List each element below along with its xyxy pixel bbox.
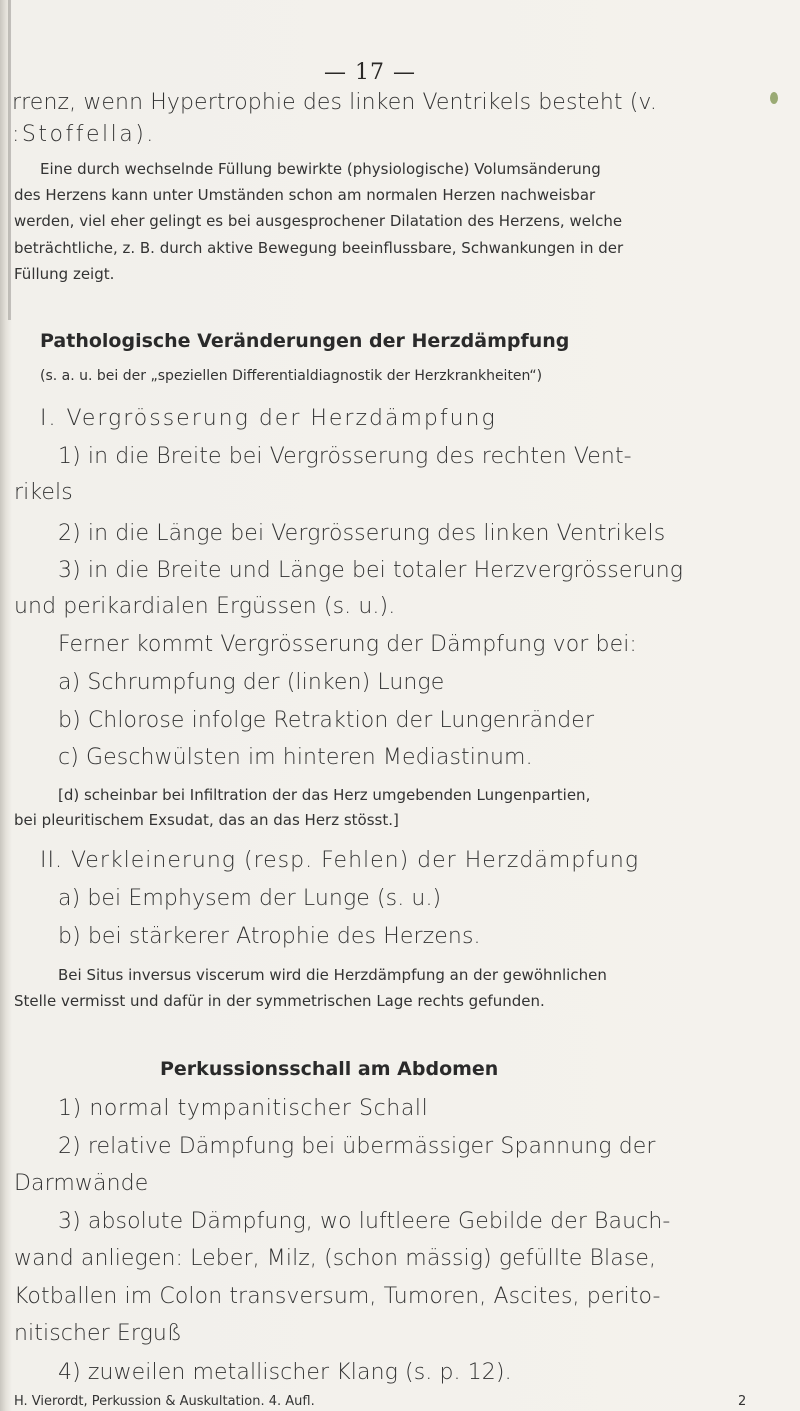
text-line: II. Verkleinerung (resp. Fehlen) der Herzdämpfung: [40, 848, 640, 873]
section-heading: Pathologische Veränderungen der Herzdämpfung: [40, 330, 570, 352]
text-line: bei pleuritischem Exsudat, das an das Herz stösst.]: [14, 811, 399, 829]
text-line: und perikardialen Ergüssen (s. u.).: [14, 594, 396, 619]
text-line: Eine durch wechselnde Füllung bewirkte (physiologische) Volumsänderung: [40, 160, 601, 178]
text-line: 1) normal tympanitischer Schall: [58, 1096, 429, 1121]
page-number: — 17 —: [324, 60, 416, 85]
text-line: beträchtliche, z. B. durch aktive Bewegung beeinflussbare, Schwankungen in der: [14, 239, 624, 257]
text-line: werden, viel eher gelingt es bei ausgesprochener Dilatation des Herzens, welche: [14, 212, 623, 230]
text-line: Kotballen im Colon transversum, Tumoren, Ascites, perito-: [14, 1284, 661, 1309]
ink-spot: [770, 92, 778, 104]
signature-mark: 2: [738, 1394, 747, 1409]
text-line: c) Geschwülsten im hinteren Mediastinum.: [58, 745, 533, 770]
text-line: 3) absolute Dämpfung, wo luftleere Gebilde der Bauch-: [58, 1209, 671, 1234]
text-line: Ferner kommt Vergrösserung der Dämpfung vor bei:: [58, 632, 637, 657]
text-line: Darmwände: [14, 1171, 149, 1196]
text-line: rikels: [14, 480, 73, 505]
text-line: b) bei stärkerer Atrophie des Herzens.: [58, 924, 481, 949]
text-line: 4) zuweilen metallischer Klang (s. p. 12).: [58, 1360, 512, 1385]
text-line: 1) in die Breite bei Vergrösserung des rechten Vent-: [58, 444, 632, 469]
text-line: Bei Situs inversus viscerum wird die Herzdämpfung an der gewöhnlichen: [58, 966, 607, 984]
text-line: a) Schrumpfung der (linken) Lunge: [58, 670, 445, 695]
text-line: 2) relative Dämpfung bei übermässiger Spannung der: [58, 1134, 656, 1159]
text-line: :Stoffella).: [12, 122, 156, 147]
text-line: [d) scheinbar bei Infiltration der das Herz umgebenden Lungenpartien,: [58, 786, 591, 804]
footer-citation: H. Vierordt, Perkussion & Auskultation. 4. Aufl.: [14, 1394, 315, 1409]
text-line: wand anliegen: Leber, Milz, (schon mässig) gefüllte Blase,: [14, 1246, 657, 1271]
text-line: rrenz, wenn Hypertrophie des linken Ventrikels besteht (v.: [12, 90, 657, 115]
section-heading: Perkussionsschall am Abdomen: [160, 1058, 499, 1080]
text-line: a) bei Emphysem der Lunge (s. u.): [58, 886, 442, 911]
section-subheading: (s. a. u. bei der „speziellen Differentialdiagnostik der Herzkrankheiten“): [40, 368, 543, 384]
text-line: nitischer Erguß: [14, 1321, 182, 1346]
text-line: des Herzens kann unter Umständen schon am normalen Herzen nachweisbar: [14, 186, 596, 204]
text-line: 3) in die Breite und Länge bei totaler Herzvergrösserung: [58, 558, 684, 583]
text-line: I. Vergrösserung der Herzdämpfung: [40, 406, 497, 431]
text-line: 2) in die Länge bei Vergrösserung des linken Ventrikels: [58, 521, 666, 546]
page-edge-shadow: [8, 0, 11, 320]
text-line: Stelle vermisst und dafür in der symmetrischen Lage rechts gefunden.: [14, 992, 545, 1010]
text-line: b) Chlorose infolge Retraktion der Lungenränder: [58, 708, 595, 733]
text-line: Füllung zeigt.: [14, 265, 115, 283]
